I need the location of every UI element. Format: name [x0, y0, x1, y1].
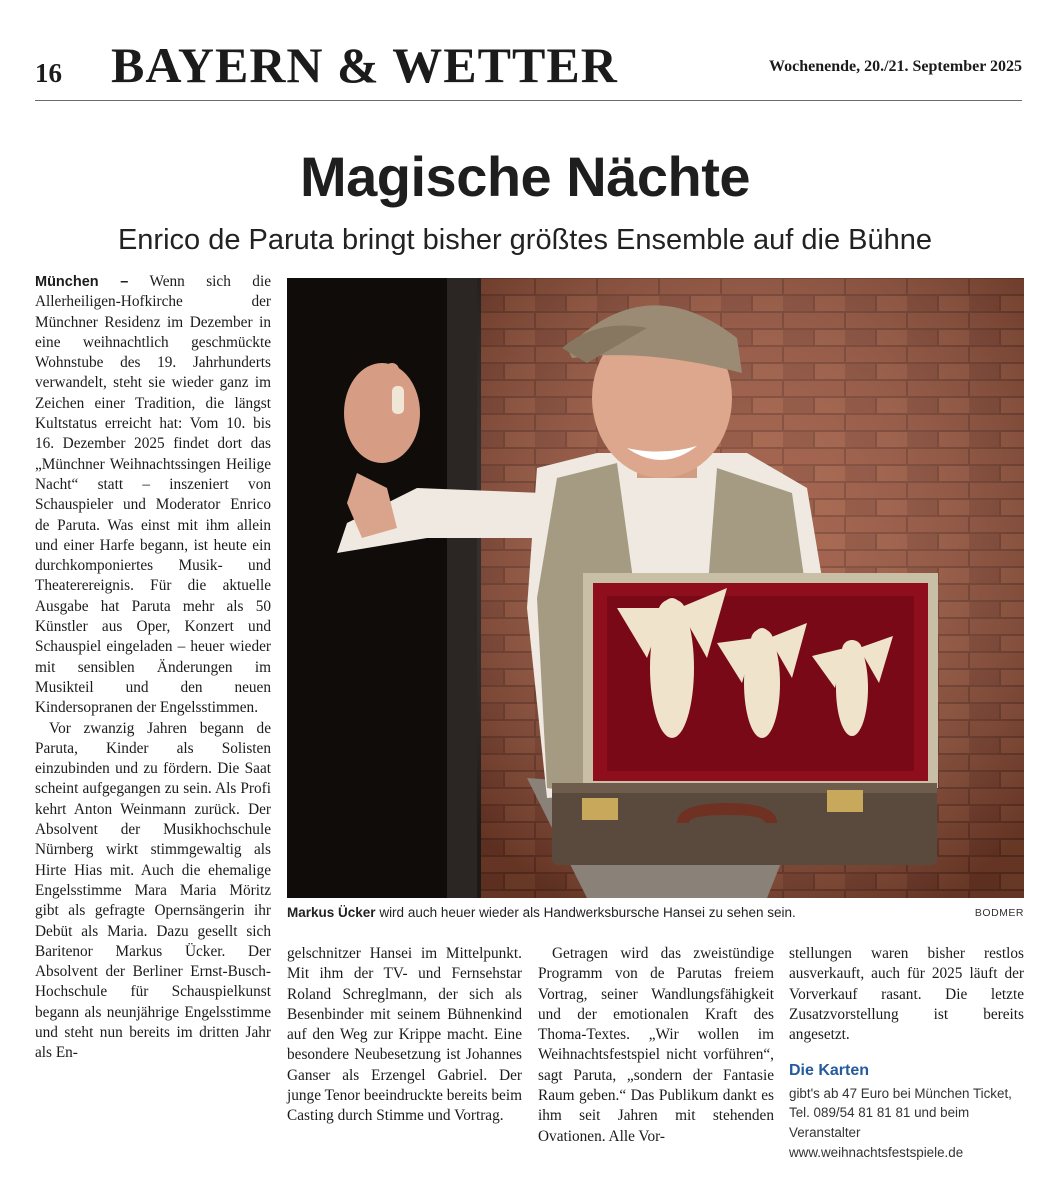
article-paragraph-4: Getragen wird das zweistündige Programm von de Parutas freiem Vortrag, seiner Wandlungsfähigkeit und der emotionalen Kraft des Thoma-Textes. „Wir wollen im Weihnachtsfestspiel nicht vorführen“, sagt Paruta, „sondern der Fantasie Raum geben.“ Das Publikum dankt es ihm seit Jahren mit stehenden Ovationen. Alle Vor- [538, 945, 774, 1145]
dateline: München – [35, 274, 129, 290]
page-number: 16 [35, 58, 62, 88]
photo-illustration [287, 278, 1024, 898]
issue-date: Wochenende, 20./21. September 2025 [768, 58, 1022, 75]
ticket-info-title: Die Karten [789, 1062, 870, 1080]
article-column-4 [789, 944, 1024, 1162]
ticket-info-text: gibt's ab 47 Euro bei München Ticket, Tel. 089/54 81 81 81 und beim Veranstalter www.weihnachtsfestspiele.de [789, 1085, 1012, 1160]
photo-credit: BODMER [974, 907, 1024, 919]
ticket-info-box [789, 1061, 1024, 1162]
section-title: BAYERN & WETTER [111, 37, 618, 93]
article-headline: Magische Nächte [300, 145, 750, 208]
article-paragraph-2: Vor zwanzig Jahren begann de Paruta, Kinder als Solisten einzubinden und zu fördern. Die Saat scheint aufgegangen zu sein. Als Profi kehrt Anton Weinmann zurück. Der Absolvent der Musikhochschule Nürnberg wirkt stimmgewaltig als Hirte Hias mit. Auch die ehemalige Engelsstimme Mara Maria Möritz gibt als gefragte Opernsängerin ihr Debüt als Maria. Dazu gesellt sich Baritenor Markus Ücker. Der Absolvent der Berliner Ernst-Busch-Hochschule für Schauspielkunst begann als neunjährige Engelsstimme und steht nun bereits im dritten Jahr als En- [35, 719, 271, 1062]
article-paragraph-1-text: Wenn sich die Allerheiligen-Hofkirche der Münchner Residenz im Dezember in eine weihnachtlich geschmückte Wohnstube des 19. Jahrhunderts verwandelt, steht sie wieder ganz im Zeichen einer Tradition, die längst Kultstatus erreicht hat: Vom 10. bis 16. Dezember 2025 findet dort das „Münchner Weihnachtssingen Heilige Nacht“ statt – inszeniert von Schauspieler und Moderator Enrico de Paruta. Was einst mit ihm allein und einer Harfe begann, ist heute ein durchkomponiertes Musik- und Theaterereignis. Für die aktuelle Ausgabe hat Paruta mehr als 50 Künstler aus Oper, Konzert und Schauspiel eingeladen – heuer wieder mit sensiblen Änderungen im Musikteil und den neuen Kindersopranen der Engelsstimmen. [35, 273, 271, 717]
article-subheadline: Enrico de Paruta bringt bisher größtes Ensemble auf die Bühne [117, 224, 933, 256]
caption-text: wird auch heuer wieder als Handwerksbursche Hansei zu sehen sein. [375, 905, 796, 920]
photo-caption [287, 905, 1024, 920]
article-column-1 [35, 272, 271, 1064]
article-paragraph-1 [35, 272, 271, 719]
article-column-3 [538, 944, 774, 1147]
article-paragraph-5: stellungen waren bisher restlos ausverkauft, auch für 2025 läuft der Vorverkauf rasant. Die letzte Zusatzvorstellung ist bereits angesetzt. [789, 945, 1024, 1044]
article-photo [287, 278, 1024, 898]
article-paragraph-3: gelschnitzer Hansei im Mittelpunkt. Mit ihm der TV- und Fernsehstar Roland Schreglmann, der sich als Besenbinder mit seinem Bühnenkind auf den Weg zur Krippe macht. Eine besondere Neubesetzung ist Johannes Ganser als Erzengel Gabriel. Der junge Tenor beeindruckte bereits beim Casting durch Stimme und Vortrag. [287, 945, 522, 1125]
caption-name: Markus Ücker [287, 905, 376, 920]
article-column-2 [287, 944, 522, 1127]
page-header [35, 36, 1022, 101]
